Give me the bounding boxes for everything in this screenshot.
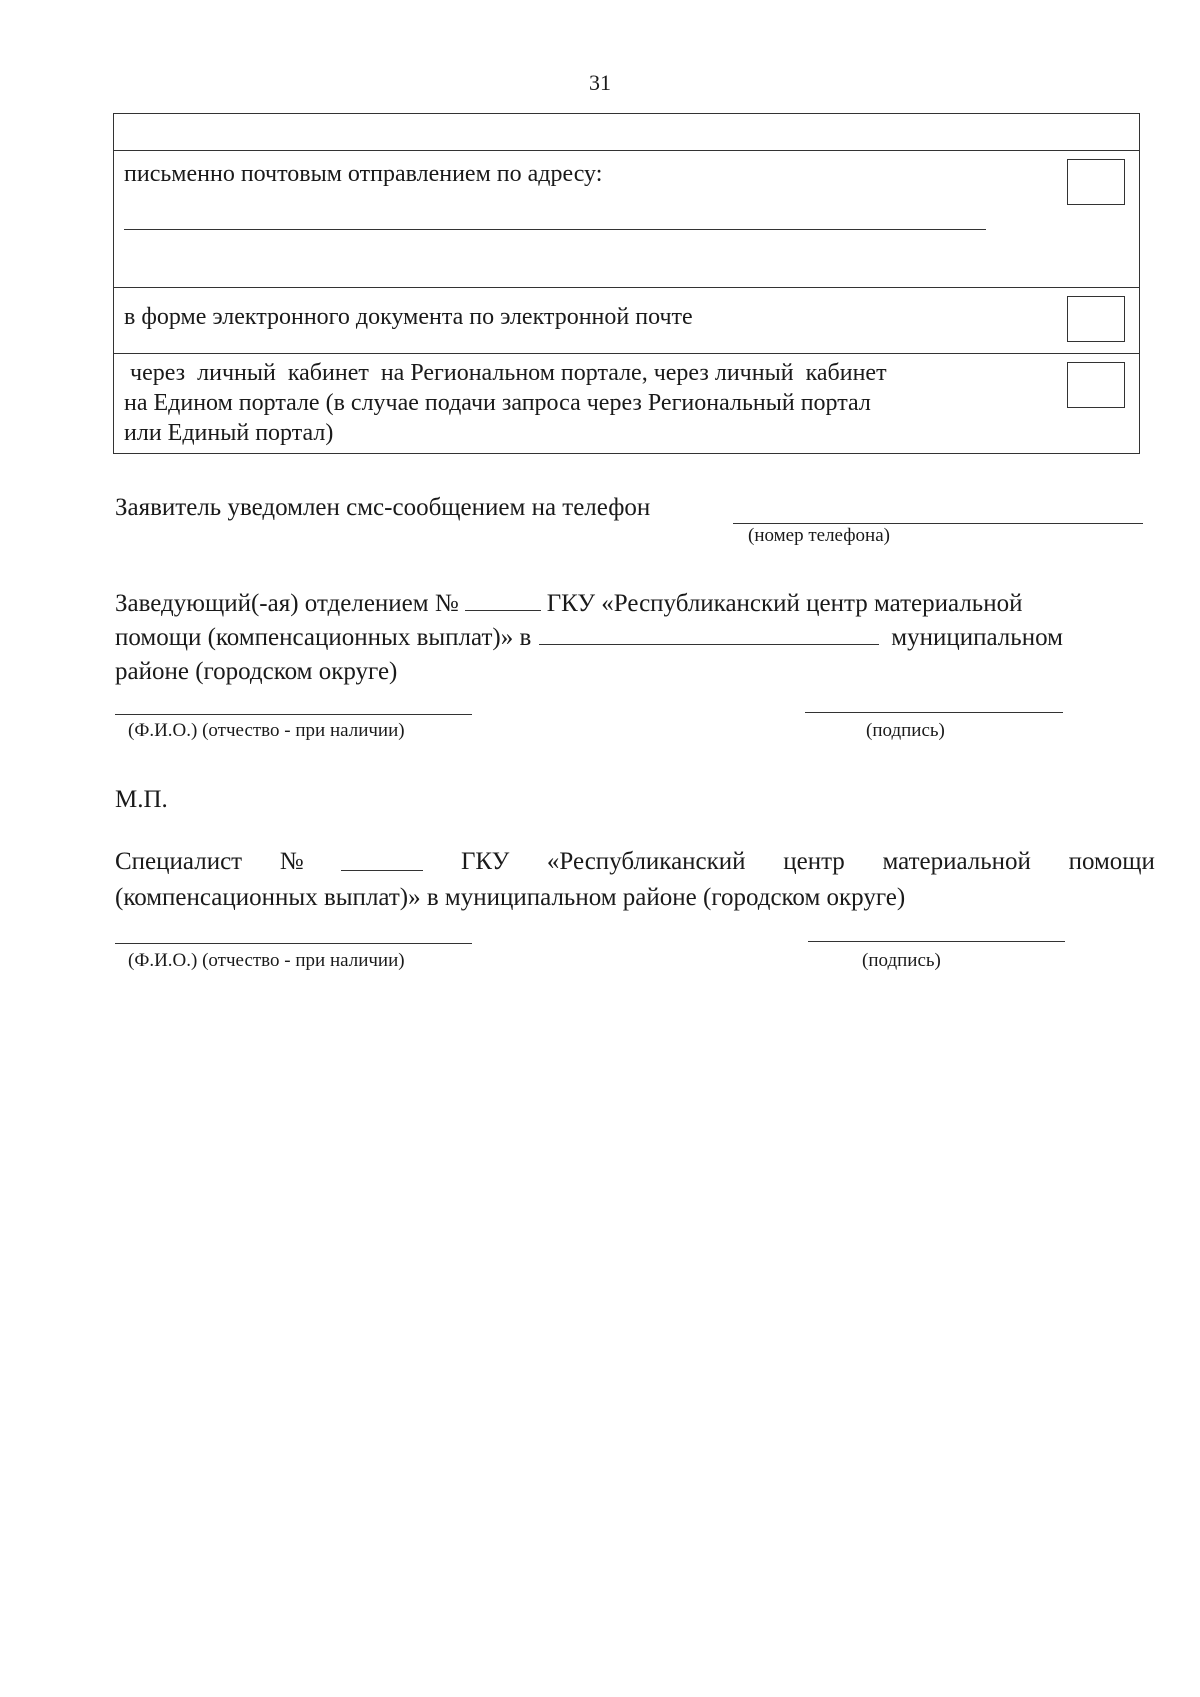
delivery-method-table bbox=[113, 113, 1140, 454]
specialist-word: ГКУ bbox=[460, 848, 510, 875]
portal-checkbox[interactable] bbox=[1067, 362, 1125, 408]
head-fio-field[interactable] bbox=[115, 714, 472, 715]
sms-notification-label: Заявитель уведомлен смс-сообщением на телефон bbox=[115, 494, 651, 521]
specialist-fio-field[interactable] bbox=[115, 943, 472, 944]
head-title-line bbox=[115, 584, 1022, 622]
head-title-line: районе (городском округе) bbox=[115, 658, 398, 685]
specialist-word: Специалист bbox=[115, 848, 243, 875]
portal-label-line: или Единый портал) bbox=[124, 420, 334, 446]
head-title-line bbox=[115, 618, 1063, 656]
delivery-option-label bbox=[124, 358, 887, 448]
portal-label-line: на Едином портале (в случае подачи запроса через Региональный портал bbox=[124, 390, 871, 416]
specialist-signature-field[interactable] bbox=[808, 941, 1065, 942]
head-title-text: Заведующий(-ая) отделением № bbox=[115, 590, 459, 617]
department-number-field[interactable] bbox=[465, 584, 541, 611]
specialist-word: «Республиканский bbox=[546, 848, 746, 875]
delivery-option-label: в форме электронного документа по электронной почте bbox=[124, 304, 693, 330]
delivery-option-mail bbox=[114, 151, 1139, 288]
head-title-text: ГКУ «Республиканский центр материальной bbox=[546, 590, 1023, 617]
portal-label-line: через личный кабинет на Региональном портале, через личный кабинет bbox=[124, 360, 887, 386]
specialist-title-line bbox=[115, 844, 1155, 880]
page-number: 31 bbox=[589, 70, 611, 95]
head-signature-field[interactable] bbox=[805, 712, 1063, 713]
head-signature-caption: (подпись) bbox=[866, 720, 945, 741]
specialist-word: № bbox=[279, 848, 304, 875]
specialist-number-field[interactable] bbox=[341, 844, 423, 871]
email-checkbox[interactable] bbox=[1067, 296, 1125, 342]
specialist-signature-caption: (подпись) bbox=[862, 950, 941, 971]
specialist-word: центр bbox=[783, 848, 845, 875]
head-title-text: помощи (компенсационных выплат)» в bbox=[115, 624, 532, 651]
specialist-word: материальной bbox=[882, 848, 1031, 875]
head-title-text: муниципальном bbox=[891, 624, 1063, 651]
stamp-label: М.П. bbox=[115, 786, 168, 813]
specialist-title-line: (компенсационных выплат)» в муниципальном районе (городском округе) bbox=[115, 884, 906, 911]
district-name-field[interactable] bbox=[539, 618, 879, 645]
address-field-line[interactable] bbox=[124, 229, 986, 230]
specialist-word: помощи bbox=[1068, 848, 1155, 875]
table-header-row bbox=[114, 114, 1139, 151]
delivery-option-portal bbox=[114, 354, 1139, 453]
phone-number-caption: (номер телефона) bbox=[748, 525, 890, 546]
specialist-fio-caption: (Ф.И.О.) (отчество - при наличии) bbox=[128, 950, 405, 971]
delivery-option-email bbox=[114, 288, 1139, 354]
phone-number-field[interactable] bbox=[733, 523, 1143, 524]
delivery-option-label: письменно почтовым отправлением по адресу: bbox=[124, 161, 603, 187]
mail-checkbox[interactable] bbox=[1067, 159, 1125, 205]
head-fio-caption: (Ф.И.О.) (отчество - при наличии) bbox=[128, 720, 405, 741]
